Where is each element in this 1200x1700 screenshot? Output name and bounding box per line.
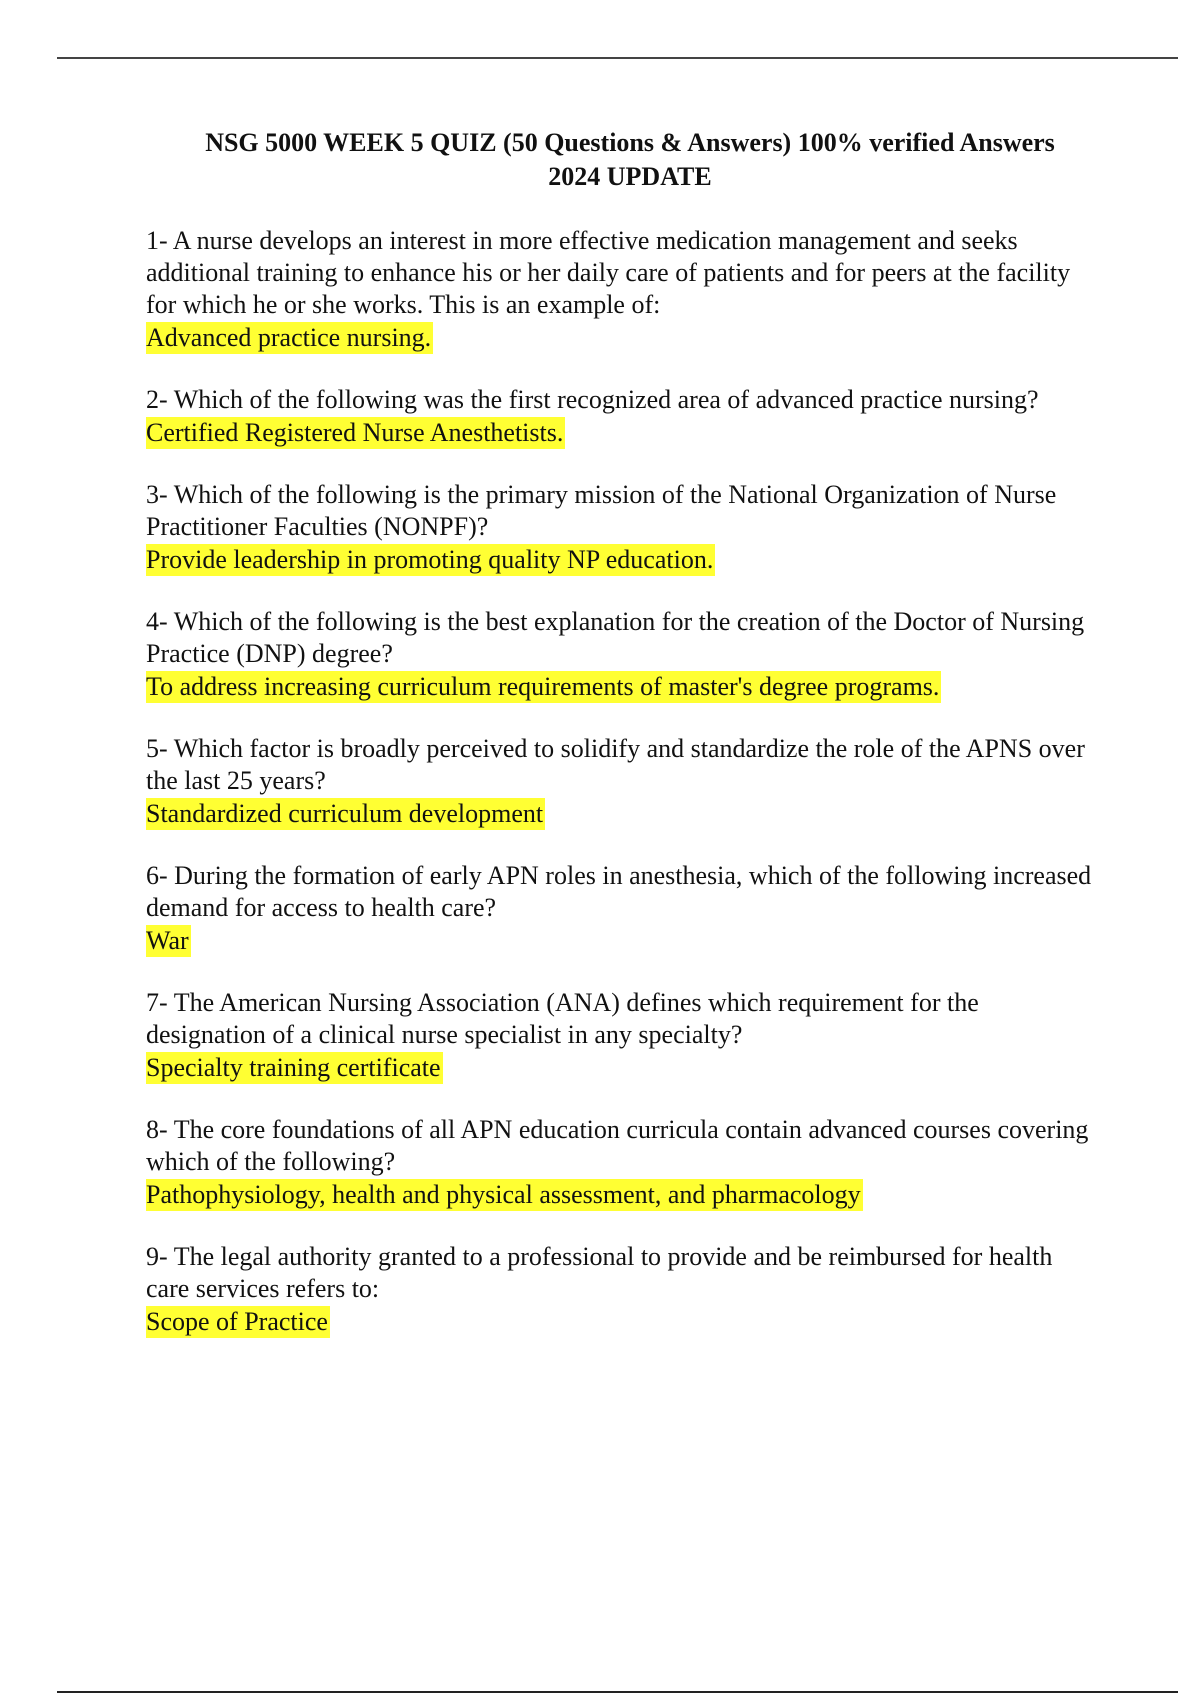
question-text: 3- Which of the following is the primary mission of the National Organization of Nurse Practitioner Faculties (NONPF)?: [146, 480, 1057, 541]
question-item: [146, 225, 1096, 358]
question-text: 8- The core foundations of all APN education curricula contain advanced courses covering which of the following?: [146, 1115, 1089, 1176]
highlighted-answer: To address increasing curriculum requirements of master's degree programs.: [146, 672, 940, 701]
question-text: 1- A nurse develops an interest in more effective medication management and seeks additional training to enhance his or her daily care of patients and for peers at the facility for which he or she works. This is an example of:: [146, 226, 1071, 319]
highlighted-answer: War: [146, 926, 189, 955]
highlighted-answer: Advanced practice nursing.: [146, 323, 432, 352]
highlighted-answer: Provide leadership in promoting quality NP education.: [146, 545, 714, 574]
question-item: [146, 987, 1096, 1088]
question-text: 9- The legal authority granted to a professional to provide and be reimbursed for health care services refers to:: [146, 1242, 1053, 1303]
question-item: [146, 1241, 1096, 1342]
question-item: [146, 733, 1096, 834]
question-item: [146, 1114, 1096, 1215]
bottom-divider: [57, 1691, 1178, 1693]
highlighted-answer: Specialty training certificate: [146, 1053, 441, 1082]
document-title: [100, 126, 1160, 194]
title-line-1: NSG 5000 WEEK 5 QUIZ (50 Questions & Answers) 100% verified Answers: [205, 128, 1055, 157]
top-divider: [57, 57, 1178, 59]
question-text: 6- During the formation of early APN roles in anesthesia, which of the following increased demand for access to health care?: [146, 861, 1092, 922]
question-item: [146, 384, 1096, 453]
question-text: 2- Which of the following was the first recognized area of advanced practice nursing?: [146, 385, 1039, 414]
highlighted-answer: Scope of Practice: [146, 1307, 328, 1336]
title-line-2: 2024 UPDATE: [548, 162, 712, 191]
question-text: 4- Which of the following is the best explanation for the creation of the Doctor of Nursing Practice (DNP) degree?: [146, 607, 1085, 668]
question-list: [146, 225, 1096, 1368]
highlighted-answer: Certified Registered Nurse Anesthetists.: [146, 418, 564, 447]
question-text: 7- The American Nursing Association (ANA) defines which requirement for the designation of a clinical nurse specialist in any specialty?: [146, 988, 979, 1049]
question-item: [146, 606, 1096, 707]
question-text: 5- Which factor is broadly perceived to solidify and standardize the role of the APNS over the last 25 years?: [146, 734, 1085, 795]
highlighted-answer: Pathophysiology, health and physical assessment, and pharmacology: [146, 1180, 861, 1209]
question-item: [146, 479, 1096, 580]
highlighted-answer: Standardized curriculum development: [146, 799, 544, 828]
question-item: [146, 860, 1096, 961]
